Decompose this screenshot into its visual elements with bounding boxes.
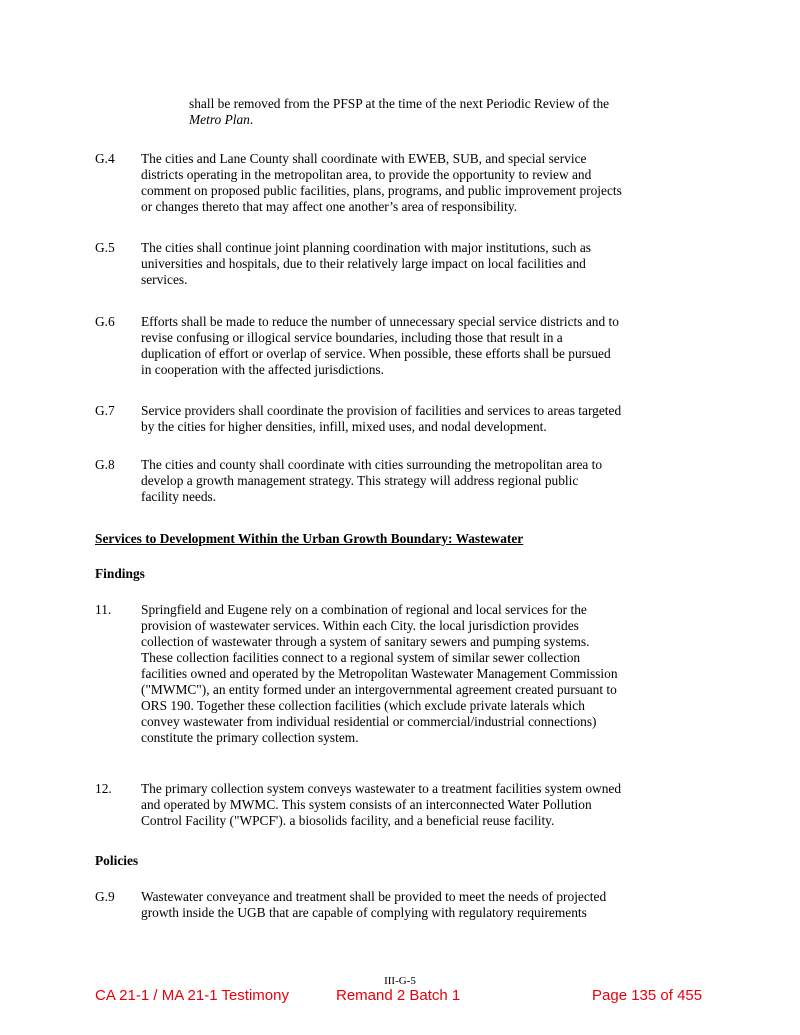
text-line: These collection facilities connect to a regional system of similar sewer collection — [141, 650, 581, 665]
finding-number-11: 11. — [95, 602, 112, 617]
text-line: revise confusing or illogical service boundaries, including those that result in a — [141, 330, 563, 345]
finding-text-12 — [141, 781, 710, 829]
policy-text-g9 — [141, 889, 710, 921]
text-line: The cities and Lane County shall coordinate with EWEB, SUB, and special service — [141, 151, 587, 166]
footer-left: CA 21-1 / MA 21-1 Testimony — [95, 987, 289, 1004]
text-line: develop a growth management strategy. This strategy will address regional public — [141, 473, 579, 488]
finding-number-12: 12. — [95, 781, 112, 796]
findings-heading: Findings — [95, 566, 145, 581]
text-line: and operated by MWMC. This system consists of an interconnected Water Pollution — [141, 797, 592, 812]
text-line: in cooperation with the affected jurisdictions. — [141, 362, 384, 377]
item-number-g7: G.7 — [95, 403, 115, 418]
page-label: III-G-5 — [384, 975, 416, 987]
text-line: Wastewater conveyance and treatment shall be provided to meet the needs of projected — [141, 889, 607, 904]
text-line: by the cities for higher densities, infill, mixed uses, and nodal development. — [141, 419, 547, 434]
intro-continuation — [189, 96, 709, 128]
footer-right: Page 135 of 455 — [592, 987, 703, 1004]
item-text-g7 — [141, 403, 710, 435]
text-line: comment on proposed public facilities, plans, programs, and public improvement projects — [141, 183, 622, 198]
text-line: facility needs. — [141, 489, 217, 504]
intro-line-1: shall be removed from the PFSP at the time of the next Periodic Review of the — [189, 96, 610, 111]
item-text-g4 — [141, 151, 710, 215]
footer-center: Remand 2 Batch 1 — [336, 987, 461, 1004]
text-line: provision of wastewater services. Within each City. the local jurisdiction provides — [141, 618, 579, 633]
text-line: duplication of effort or overlap of service. When possible, these efforts shall be pursued — [141, 346, 611, 361]
intro-line-2 — [189, 112, 709, 128]
item-number-g5: G.5 — [95, 240, 115, 255]
text-line: Efforts shall be made to reduce the number of unnecessary special service districts and to — [141, 314, 619, 329]
text-line: convey wastewater from individual residential or commercial/industrial connections) — [141, 714, 597, 729]
item-number-g6: G.6 — [95, 314, 115, 329]
text-line: The cities shall continue joint planning coordination with major institutions, such as — [141, 240, 592, 255]
item-number-g4: G.4 — [95, 151, 115, 166]
text-line: ("MWMC"), an entity formed under an intergovernmental agreement created pursuant to — [141, 682, 617, 697]
text-line: Control Facility ("WPCF'). a biosolids facility, and a beneficial reuse facility. — [141, 813, 555, 828]
text-line: constitute the primary collection system. — [141, 730, 359, 745]
text-line: Springfield and Eugene rely on a combination of regional and local services for the — [141, 602, 587, 617]
text-line: universities and hospitals, due to their relatively large impact on local facilities and — [141, 256, 586, 271]
item-number-g8: G.8 — [95, 457, 115, 472]
text-line: ORS 190. Together these collection facilities (which exclude private laterals which — [141, 698, 585, 713]
item-text-g5 — [141, 240, 710, 288]
finding-text-11 — [141, 602, 710, 746]
policies-heading: Policies — [95, 853, 139, 868]
text-line: or changes thereto that may affect one another’s area of responsibility. — [141, 199, 518, 214]
section-heading: Services to Development Within the Urban Growth Boundary: Wastewater — [95, 531, 524, 546]
item-text-g8 — [141, 457, 710, 505]
text-line: services. — [141, 272, 188, 287]
metro-plan-italic: Metro Plan — [189, 112, 250, 127]
text-line: districts operating in the metropolitan area, to provide the opportunity to review and — [141, 167, 592, 182]
text-line: Service providers shall coordinate the provision of facilities and services to areas targeted — [141, 403, 622, 418]
text-line: growth inside the UGB that are capable of complying with regulatory requirements — [141, 905, 587, 920]
text-line: The primary collection system conveys wastewater to a treatment facilities system owned — [141, 781, 622, 796]
text-line: facilities owned and operated by the Metropolitan Wastewater Management Commission — [141, 666, 618, 681]
text-line: collection of wastewater through a system of sanitary sewers and pumping systems. — [141, 634, 590, 649]
item-text-g6 — [141, 314, 710, 378]
text-line: The cities and county shall coordinate with cities surrounding the metropolitan area to — [141, 457, 603, 472]
policy-number-g9: G.9 — [95, 889, 115, 904]
intro-line-2-tail: . — [249, 112, 254, 127]
